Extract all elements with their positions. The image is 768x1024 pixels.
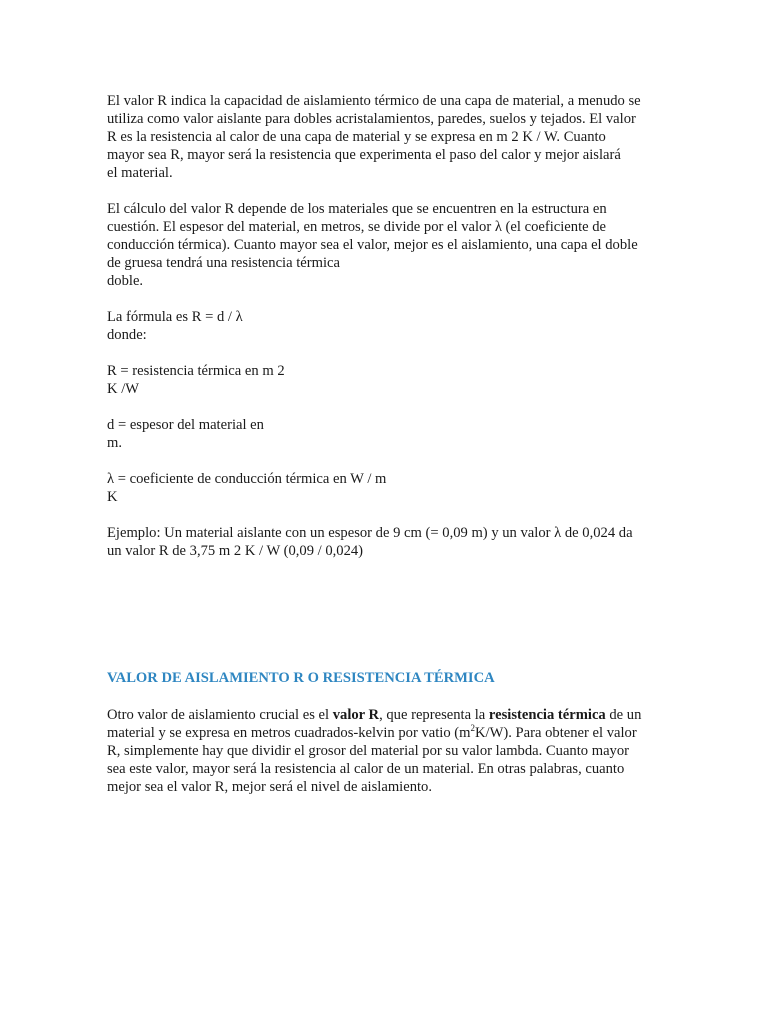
text-run: , que representa la [379,707,489,723]
text-line: cuestión. El espesor del material, en metros, se divide por el valor λ (el coeficiente de [107,219,607,235]
spacer [107,182,667,200]
text-line: mayor sea R, mayor será la resistencia que experimenta el paso del calor y mejor aislará [107,147,621,163]
spacer [107,344,667,362]
paragraph-example [107,524,667,560]
text-line: sea este valor, mayor será la resistencia al calor de un material. En otras palabras, cuanto [107,761,625,777]
section-heading: VALOR DE AISLAMIENTO R O RESISTENCIA TÉRMICA [107,670,495,686]
text-line: R = resistencia térmica en m 2 [107,363,285,379]
text-run: K/W). Para obtener el valor [475,725,637,741]
text-line: mejor sea el valor R, mejor será el nivel de aislamiento. [107,779,433,795]
paragraph-formula [107,308,667,344]
paragraph-intro [107,92,667,182]
bold-term-valor-r: valor R [332,707,380,723]
document-body [107,92,667,560]
paragraph-r-value [107,706,667,796]
spacer [107,506,667,524]
text-line: doble. [107,273,144,289]
text-line: El valor R indica la capacidad de aislamiento térmico de una capa de material, a menudo se [107,93,641,109]
text-line [107,706,667,724]
text-line: un valor R de 3,75 m 2 K / W (0,09 / 0,024) [107,543,364,559]
text-line: El cálculo del valor R depende de los materiales que se encuentren en la estructura en [107,201,607,217]
text-line: utiliza como valor aislante para dobles acristalamientos, paredes, suelos y tejados. El valor [107,111,636,127]
text-line: R, simplemente hay que dividir el grosor del material por su valor lambda. Cuanto mayor [107,743,630,759]
text-line [107,724,667,742]
text-line: m. [107,435,122,451]
text-line: de gruesa tendrá una resistencia térmica [107,255,340,271]
text-line: el material. [107,165,173,181]
superscript: 2 [470,723,475,734]
text-run: de un [605,707,642,723]
text-line: conducción térmica). Cuanto mayor sea el valor, mejor es el aislamiento, una capa el doble [107,237,638,253]
text-line: K [107,489,118,505]
text-run: Otro valor de aislamiento crucial es el [107,707,333,723]
section-heading-block [107,669,667,687]
text-line: λ = coeficiente de conducción térmica en W / m [107,471,387,487]
spacer [107,290,667,308]
paragraph-calculation [107,200,667,290]
text-line: La fórmula es R = d / λ [107,309,243,325]
text-line: d = espesor del material en [107,417,264,433]
text-line: Ejemplo: Un material aislante con un espesor de 9 cm (= 0,09 m) y un valor λ de 0,024 da [107,525,633,541]
text-line: R es la resistencia al calor de una capa de material y se expresa en m 2 K / W. Cuanto [107,129,606,145]
definition-lambda [107,470,667,506]
bold-term-resistencia: resistencia térmica [488,707,606,723]
text-line: K /W [107,381,140,397]
spacer [107,398,667,416]
text-line: donde: [107,327,147,343]
definition-d [107,416,667,452]
spacer [107,452,667,470]
definition-r [107,362,667,398]
text-run: material y se expresa en metros cuadrados-kelvin por vatio (m [107,725,471,741]
